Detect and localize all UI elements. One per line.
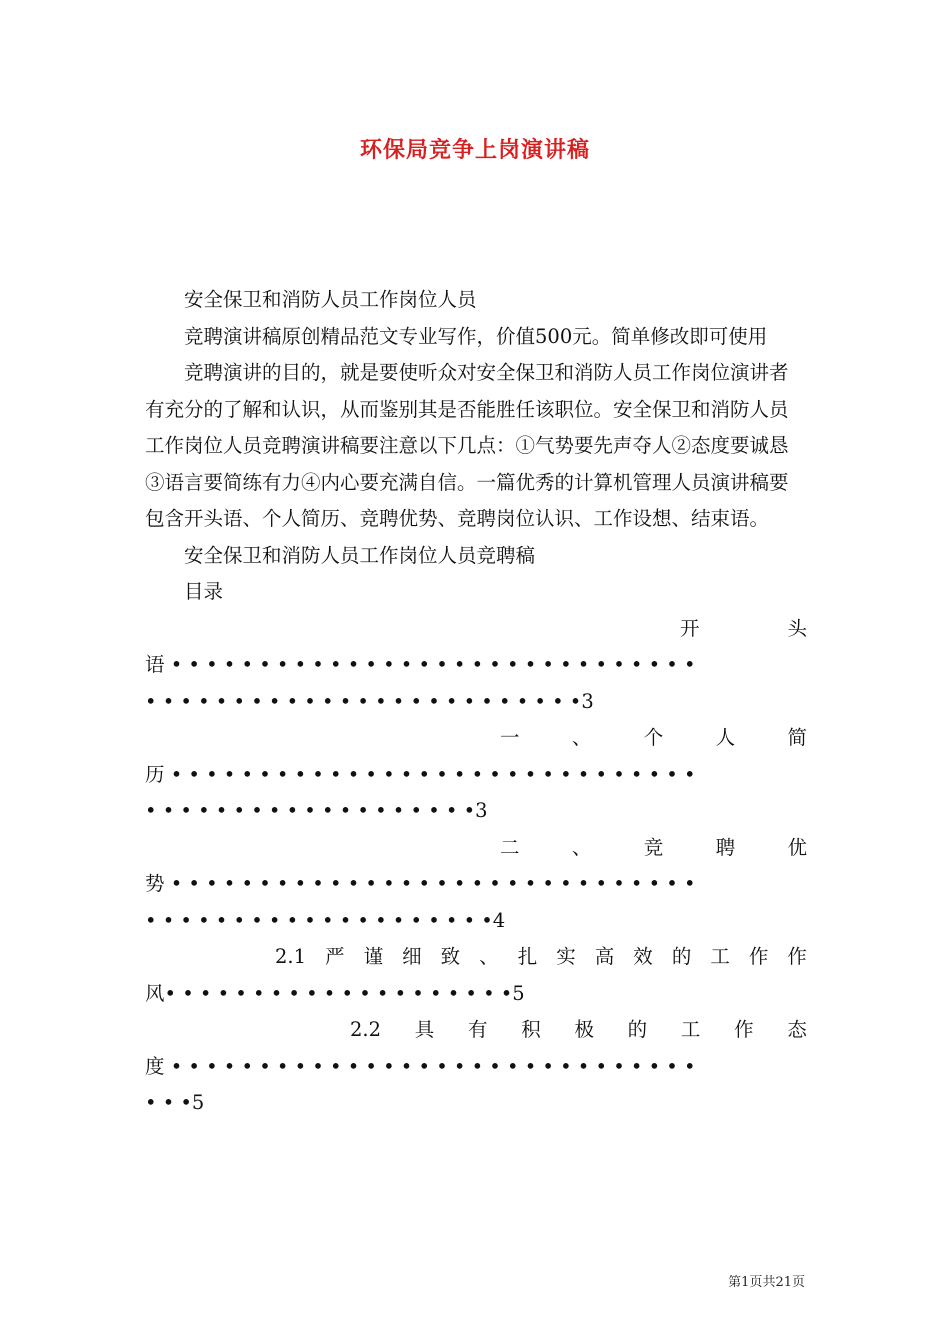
toc-char: 致 [440,945,461,968]
toc-entry-head-chars [145,939,807,976]
toc-char: 作 [748,945,769,968]
toc-char: 一 [500,726,520,749]
toc-char: 实 [556,945,576,968]
toc-char: 二 [500,835,520,859]
toc-char: 具 [414,1018,435,1041]
toc-char: 2.2 [350,1018,382,1041]
page-footer: 第1页共21页 [728,1275,805,1290]
toc-entry-head-chars [145,611,807,648]
toc-char: 的 [671,945,692,968]
toc-entry-head-chars [145,1012,807,1049]
toc-char: 谨 [363,945,384,968]
toc-entry-head-chars [145,720,807,757]
toc-char: 工 [680,1018,701,1041]
toc-entry-page-line: • • • • • • • • • • • • • • • • • • • •4 [145,908,506,932]
toc-entry[interactable] [145,830,807,940]
paragraph-4: 安全保卫和消防人员工作岗位人员竞聘稿 [184,543,536,567]
toc-char: 聘 [715,835,736,859]
toc-char: 效 [633,945,653,968]
toc-entry-head-chars [145,830,807,867]
toc-entry[interactable] [145,720,807,830]
toc-entry[interactable] [145,939,807,1012]
toc-entry-label: 度 • • • • • • • • • • • • • • • • • • • • • • • • • • • • • • [145,1054,696,1078]
toc-char: 个 [643,726,664,749]
toc-entry-label: 风• • • • • • • • • • • • • • • • • • • •5 [145,981,525,1005]
toc-entry-label: 语 • • • • • • • • • • • • • • • • • • • • • • • • • • • • • • [145,653,696,676]
toc-char: 积 [521,1018,541,1041]
toc-char: 极 [574,1018,594,1041]
toc-char: 作 [734,1018,754,1041]
toc-char: 优 [787,835,807,859]
toc-char: 有 [467,1018,488,1041]
toc-char: 的 [627,1018,648,1041]
toc-char: 、 [571,835,592,859]
toc-char: 简 [787,726,807,749]
toc-entry-page-line: • • •5 [145,1091,205,1114]
toc-char: 头 [787,616,807,640]
paragraph-5: 目录 [184,580,224,603]
toc-char: 竞 [643,835,664,859]
toc-entry-page-line: • • • • • • • • • • • • • • • • • • •3 [145,799,488,822]
toc-char: 、 [571,726,592,749]
paragraph-3: 竞聘演讲的目的，就是要使听众对安全保卫和消防人员工作岗位演讲者有充分的了解和认识，从而鉴别其是否能胜任该职位。安全保卫和消防人员工作岗位人员竞聘演讲稿要注意以下几点：①气势要先声夺人②态度要诚恳③语言要简练有力④内心要充满自信。一篇优秀的计算机管理人员演讲稿要包含开头语、个人简历、竞聘优势、竞聘岗位认识、工作设想、结束语。 [145,361,789,530]
toc-char: 作 [787,945,807,968]
document-title: 环保局竞争上岗演讲稿 [359,137,590,163]
paragraph-1: 安全保卫和消防人员工作岗位人员 [184,288,477,311]
toc-char: 严 [325,945,345,968]
paragraph-2: 竞聘演讲稿原创精品范文专业写作，价值500元。简单修改即可使用 [184,324,768,348]
table-of-contents [145,611,807,1122]
toc-char: 开 [680,616,700,640]
toc-entry-label: 历 • • • • • • • • • • • • • • • • • • • • • • • • • • • • • • [145,762,696,786]
toc-entry[interactable] [145,1012,807,1122]
toc-entry[interactable] [145,611,807,721]
toc-char: 工 [710,945,730,968]
toc-char: 人 [715,726,736,749]
toc-char: 2.1 [275,945,307,968]
toc-char: 细 [402,945,422,968]
toc-entry-label: 势 • • • • • • • • • • • • • • • • • • • • • • • • • • • • • • [145,872,696,895]
toc-char: 态 [787,1018,807,1041]
document-body [145,282,807,1122]
toc-char: 、 [479,945,499,968]
toc-char: 扎 [517,945,538,968]
toc-char: 高 [594,945,615,968]
toc-entry-page-line: • • • • • • • • • • • • • • • • • • • • • • • • •3 [145,689,594,713]
